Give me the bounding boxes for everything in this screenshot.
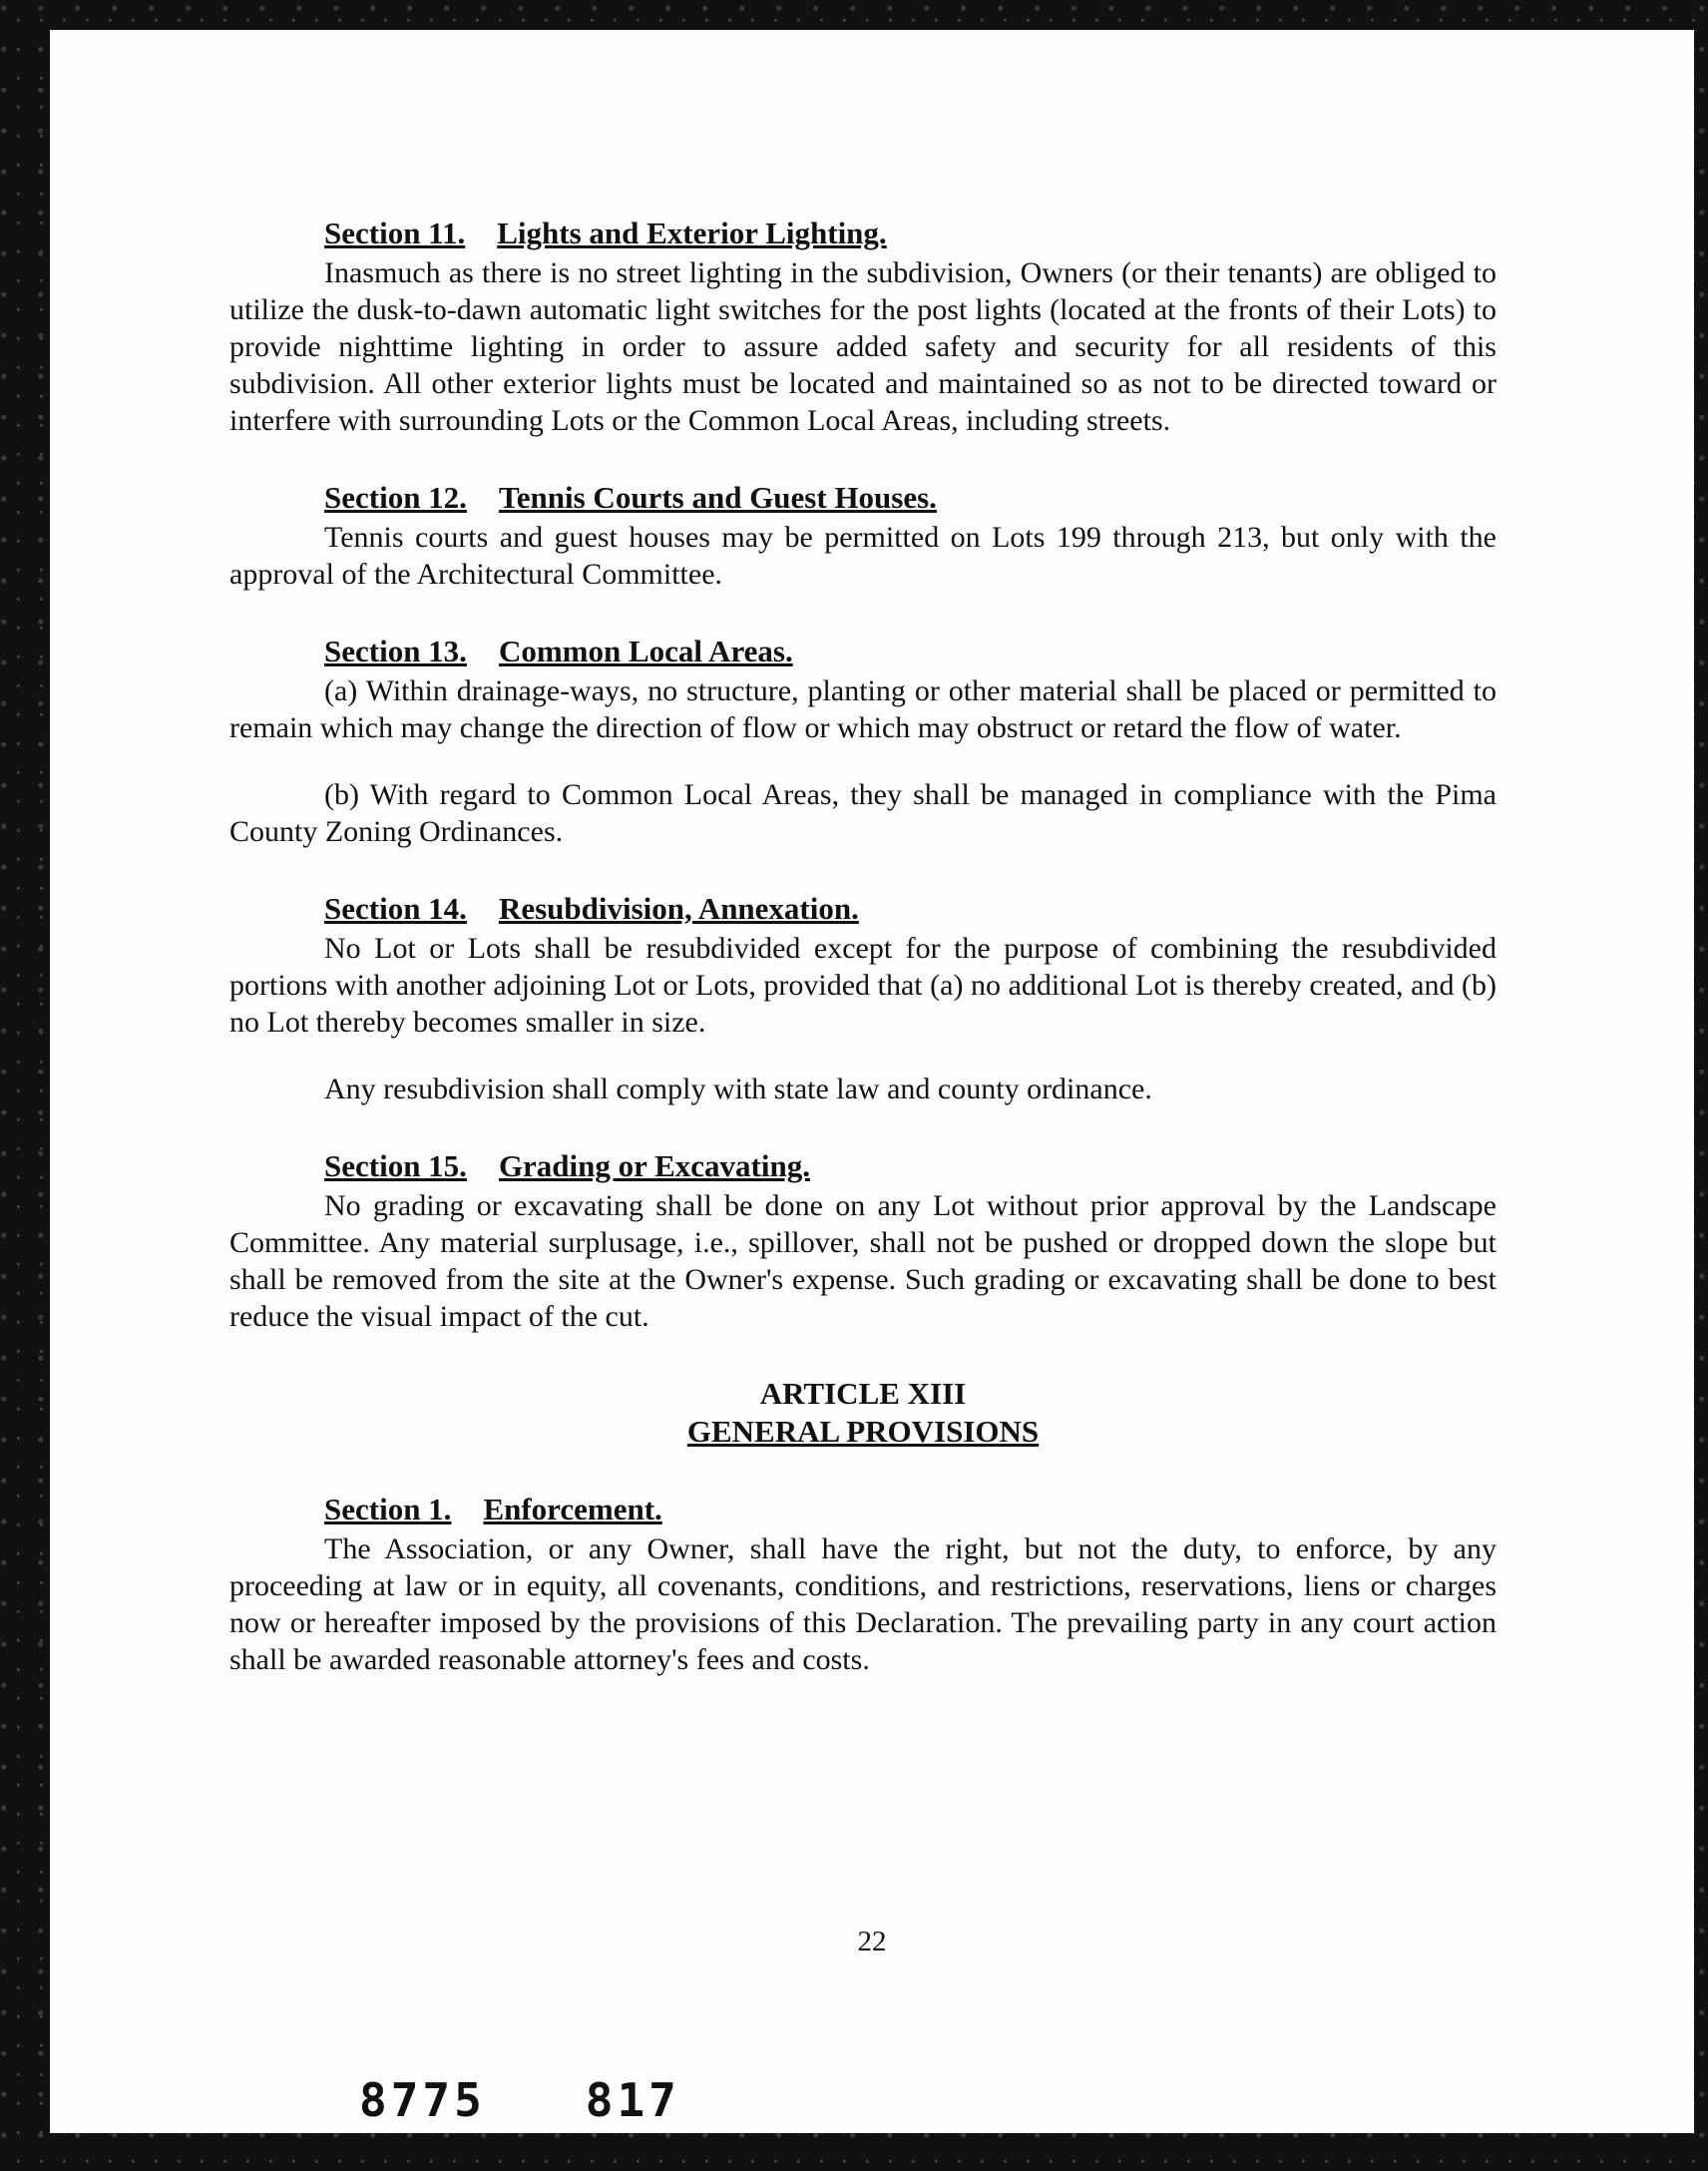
section-paragraph: Inasmuch as there is no street lighting in the subdivision, Owners (or their tenants) are obliged to utilize the dusk-to-dawn automatic light switches for the post lights (located at the fronts of their Lots) to provide nighttime lighting in order to assure added safety and security for all residents of this subdivision. All other exterior lights must be located and maintained so as not to be directed toward or interfere with surrounding Lots or the Common Local Areas, including streets.	[229, 256, 1496, 437]
article-section-1	[229, 1491, 1496, 1678]
docket-stamp	[359, 2073, 680, 2127]
section-paragraph: (b) With regard to Common Local Areas, they shall be managed in compliance with the Pima County Zoning Ordinances.	[229, 778, 1496, 848]
section-title: Lights and Exterior Lighting.	[497, 216, 887, 250]
docket-number: 8775	[359, 2073, 486, 2127]
section-paragraph: No grading or excavating shall be done on any Lot without prior approval by the Landscape Committee. Any material surplusage, i.e., spillover, shall not be pushed or dropped down the slope but shall be removed from the site at the Owner's expense. Such grading or excavating shall be done to best reduce the visual impact of the cut.	[229, 1189, 1496, 1333]
section-paragraph: The Association, or any Owner, shall have the right, but not the duty, to enforce, by any proceeding at law or in equity, all covenants, conditions, and restrictions, reservations, liens or charges now or hereafter imposed by the provisions of this Declaration. The prevailing party in any court action shall be awarded reasonable attorney's fees and costs.	[229, 1532, 1496, 1676]
article-heading	[229, 1375, 1496, 1451]
section-11	[229, 215, 1496, 439]
section-number: Section 13.	[324, 634, 467, 668]
section-heading	[324, 1147, 1496, 1185]
section-number: Section 15.	[324, 1148, 467, 1183]
section-heading	[324, 890, 1496, 928]
section-title: Resubdivision, Annexation.	[498, 891, 859, 926]
section-paragraph: Tennis courts and guest houses may be permitted on Lots 199 through 213, but only with the approval of the Architectural Committee.	[229, 521, 1496, 591]
document-page	[50, 30, 1694, 2133]
section-heading	[324, 633, 1496, 670]
page-stamp-number: 817	[585, 2073, 680, 2127]
section-title: Tennis Courts and Guest Houses.	[498, 480, 937, 515]
section-heading	[324, 1491, 1496, 1528]
section-heading	[324, 479, 1496, 517]
section-15	[229, 1147, 1496, 1335]
section-title: Common Local Areas.	[498, 634, 793, 668]
page-number: 22	[857, 1926, 887, 1957]
section-heading	[324, 215, 1496, 252]
section-number: Section 1.	[324, 1492, 452, 1526]
section-number: Section 12.	[324, 480, 467, 515]
section-title: Grading or Excavating.	[498, 1148, 810, 1183]
article-subtitle: GENERAL PROVISIONS	[686, 1414, 1040, 1449]
article-title: ARTICLE XIII	[759, 1376, 967, 1411]
section-14	[229, 890, 1496, 1107]
section-title: Enforcement.	[483, 1492, 662, 1526]
section-number: Section 11.	[324, 216, 466, 250]
section-12	[229, 479, 1496, 593]
document-content	[229, 215, 1496, 1718]
section-13	[229, 633, 1496, 850]
section-number: Section 14.	[324, 891, 467, 926]
section-paragraph: No Lot or Lots shall be resubdivided except for the purpose of combining the resubdivided portions with another adjoining Lot or Lots, provided that (a) no additional Lot is thereby created, and (b) no Lot thereby becomes smaller in size.	[229, 932, 1496, 1039]
section-paragraph: (a) Within drainage-ways, no structure, planting or other material shall be placed or permitted to remain which may change the direction of flow or which may obstruct or retard the flow of water.	[229, 674, 1496, 744]
section-paragraph: Any resubdivision shall comply with state law and county ordinance.	[324, 1073, 1152, 1105]
